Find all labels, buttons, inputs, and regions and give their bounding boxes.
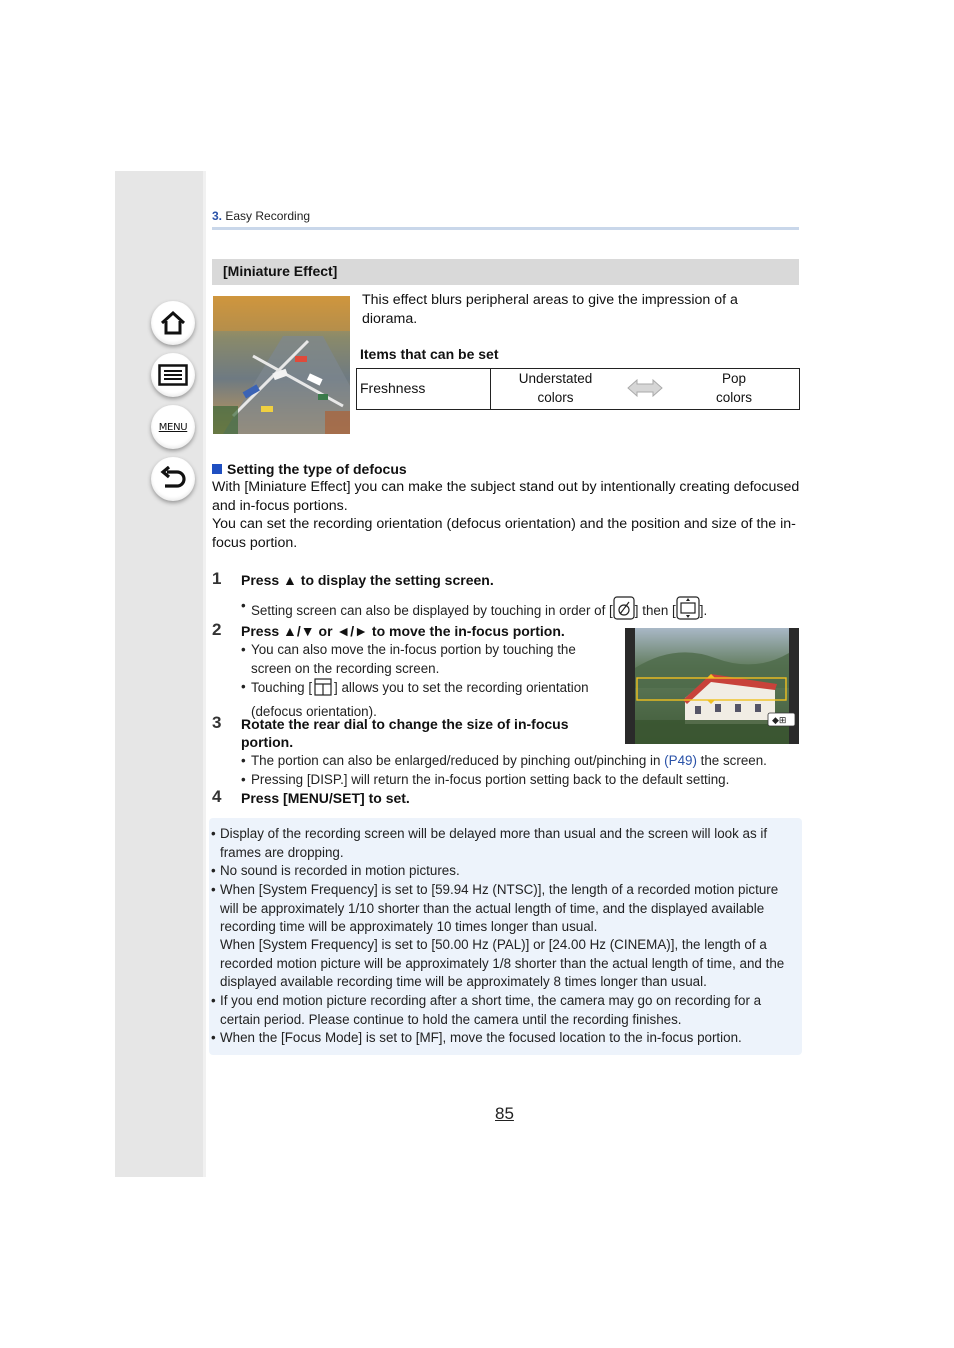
breadcrumb xyxy=(212,209,310,223)
step-number: 4 xyxy=(212,787,222,806)
step-bullet: • Pressing [DISP.] will return the in-focus portion setting back to the default setting. xyxy=(241,772,730,787)
defocus-paragraph-1: With [Miniature Effect] you can make the subject stand out by intentionally creating defocused and in-focus portions. xyxy=(212,479,800,514)
note-item: • Display of the recording screen will be delayed more than usual and the screen will look as if frames are dropping. xyxy=(211,826,768,860)
contents-button[interactable] xyxy=(151,353,195,397)
note-item-continued: When [System Frequency] is set to [50.00 Hz (PAL)] or [24.00 Hz (CINEMA)], the length of a recorded motion picture will be approximately 1/8 shorter than the actual length of time, and the displayed available recording time will be approximately 8 times longer than usual. xyxy=(220,937,785,990)
back-button[interactable] xyxy=(151,457,195,501)
step-bullet: • The portion can also be enlarged/reduced by pinching out/pinching in (P49) the screen. xyxy=(241,753,767,768)
note-item: • No sound is recorded in motion pictures. xyxy=(211,863,460,878)
items-title: Items that can be set xyxy=(360,346,499,362)
step-number: 1 xyxy=(212,569,222,588)
page-number: 85 xyxy=(495,1104,514,1123)
blue-square-icon xyxy=(212,464,222,474)
breadcrumb-label: Easy Recording xyxy=(225,209,311,223)
step-bullet: • Touching [ ] allows you to set the recording orientation (defocus orientation). xyxy=(241,679,589,719)
right-value-line2: colors xyxy=(715,390,752,405)
left-value-line2: colors xyxy=(537,390,574,405)
miniature-sample-image xyxy=(213,296,350,434)
menu-button[interactable] xyxy=(151,405,195,449)
header-rule xyxy=(212,227,799,230)
return-icon xyxy=(159,466,187,492)
defocus-heading xyxy=(212,461,407,477)
settings-table xyxy=(356,368,800,410)
list-icon xyxy=(158,364,188,386)
menu-label: MENU xyxy=(158,421,188,433)
note-item: • If you end motion picture recording after a short time, the camera may go on recording for a certain period. Please continue to hold the camera until the recording finishes. xyxy=(211,993,762,1027)
double-arrow-icon xyxy=(627,379,663,397)
step-number: 2 xyxy=(212,620,222,639)
settings-right-value xyxy=(675,369,793,407)
effect-description: This effect blurs peripheral areas to give the impression of a diorama. xyxy=(362,292,738,327)
miniature-setting-icon xyxy=(613,596,635,625)
step-bullet: • You can also move the in-focus portion by touching the screen on the recording screen. xyxy=(241,642,576,676)
step-title: Rotate the rear dial to change the size of in-focus portion. xyxy=(241,716,569,750)
svg-text:◆⊞: ◆⊞ xyxy=(772,716,787,726)
sidebar-edge xyxy=(203,171,206,1177)
step-number: 3 xyxy=(212,713,222,732)
home-button[interactable] xyxy=(151,301,195,345)
defocus-heading-text: Setting the type of defocus xyxy=(227,461,407,477)
step-bullet: • Setting screen can also be displayed by touching in order of [ ] then [ ]. xyxy=(251,596,791,625)
note-item: • When [System Frequency] is set to [59.94 Hz (NTSC)], the length of a recorded motion picture will be approximately 1/10 shorter than the actual length of time, and the displayed available recording time will be approximately 10 times longer than usual. xyxy=(211,882,779,935)
settings-left-value xyxy=(497,369,614,407)
note-item: • When the [Focus Mode] is set to [MF], move the focused location to the in-focus portion. xyxy=(211,1030,742,1045)
settings-item-name: Freshness xyxy=(357,369,491,409)
recording-screen-image xyxy=(625,628,799,744)
step-title: Press ▲ to display the setting screen. xyxy=(241,572,494,588)
home-icon xyxy=(159,309,187,337)
right-value-line1: Pop xyxy=(721,371,747,386)
step-title: Press [MENU/SET] to set. xyxy=(241,790,410,806)
breadcrumb-number: 3. xyxy=(212,209,223,223)
section-title: [Miniature Effect] xyxy=(212,259,799,285)
focus-frame-icon xyxy=(676,596,700,625)
orientation-icon xyxy=(312,677,334,702)
page-link[interactable]: (P49) xyxy=(664,753,697,768)
defocus-paragraph-2: You can set the recording orientation (defocus orientation) and the position and size of the in-focus portion. xyxy=(212,516,796,551)
step-title: Press ▲/▼ or ◄/► to move the in-focus portion. xyxy=(241,623,565,639)
left-value-line1: Understated xyxy=(518,371,593,386)
